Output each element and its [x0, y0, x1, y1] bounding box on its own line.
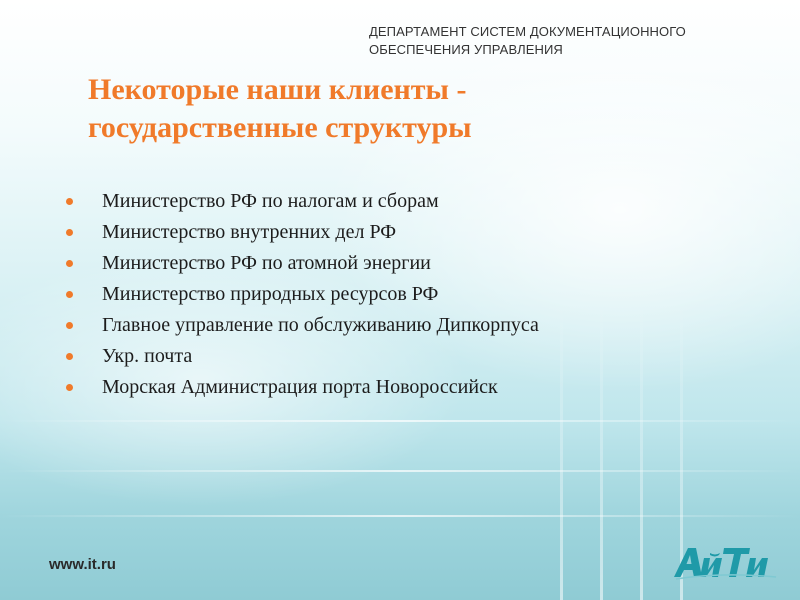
client-name: Министерство РФ по налогам и сборам	[102, 190, 439, 212]
client-name: Укр. почта	[102, 345, 193, 367]
client-list	[66, 189, 766, 406]
client-list-item	[66, 375, 766, 406]
client-list-item	[66, 220, 766, 251]
client-list-item	[66, 189, 766, 220]
bullet-icon	[66, 198, 73, 205]
company-logo-icon	[672, 544, 782, 580]
department-line-1: ДЕПАРТАМЕНТ СИСТЕМ ДОКУМЕНТАЦИОННОГО	[369, 24, 686, 39]
client-list-item	[66, 313, 766, 344]
bullet-icon	[66, 229, 73, 236]
client-name: Министерство природных ресурсов РФ	[102, 283, 439, 305]
bullet-icon	[66, 291, 73, 298]
department-line-2: ОБЕСПЕЧЕНИЯ УПРАВЛЕНИЯ	[369, 42, 563, 57]
slide-title	[88, 71, 708, 147]
client-name: Главное управление по обслуживанию Дипкорпуса	[102, 314, 539, 336]
client-list-item	[66, 282, 766, 313]
bullet-icon	[66, 322, 73, 329]
client-list-item	[66, 251, 766, 282]
bullet-icon	[66, 353, 73, 360]
footer-url: www.it.ru	[49, 556, 116, 573]
bullet-icon	[66, 384, 73, 391]
client-name: Министерство внутренних дел РФ	[102, 221, 397, 243]
client-name: Министерство РФ по атомной энергии	[102, 252, 431, 274]
title-line-1: Некоторые наши клиенты -	[88, 73, 467, 106]
title-line-2: государственные структуры	[88, 111, 472, 144]
department-header	[369, 23, 789, 59]
bullet-icon	[66, 260, 73, 267]
client-name: Морская Администрация порта Новороссийск	[102, 376, 498, 398]
client-list-item	[66, 344, 766, 375]
